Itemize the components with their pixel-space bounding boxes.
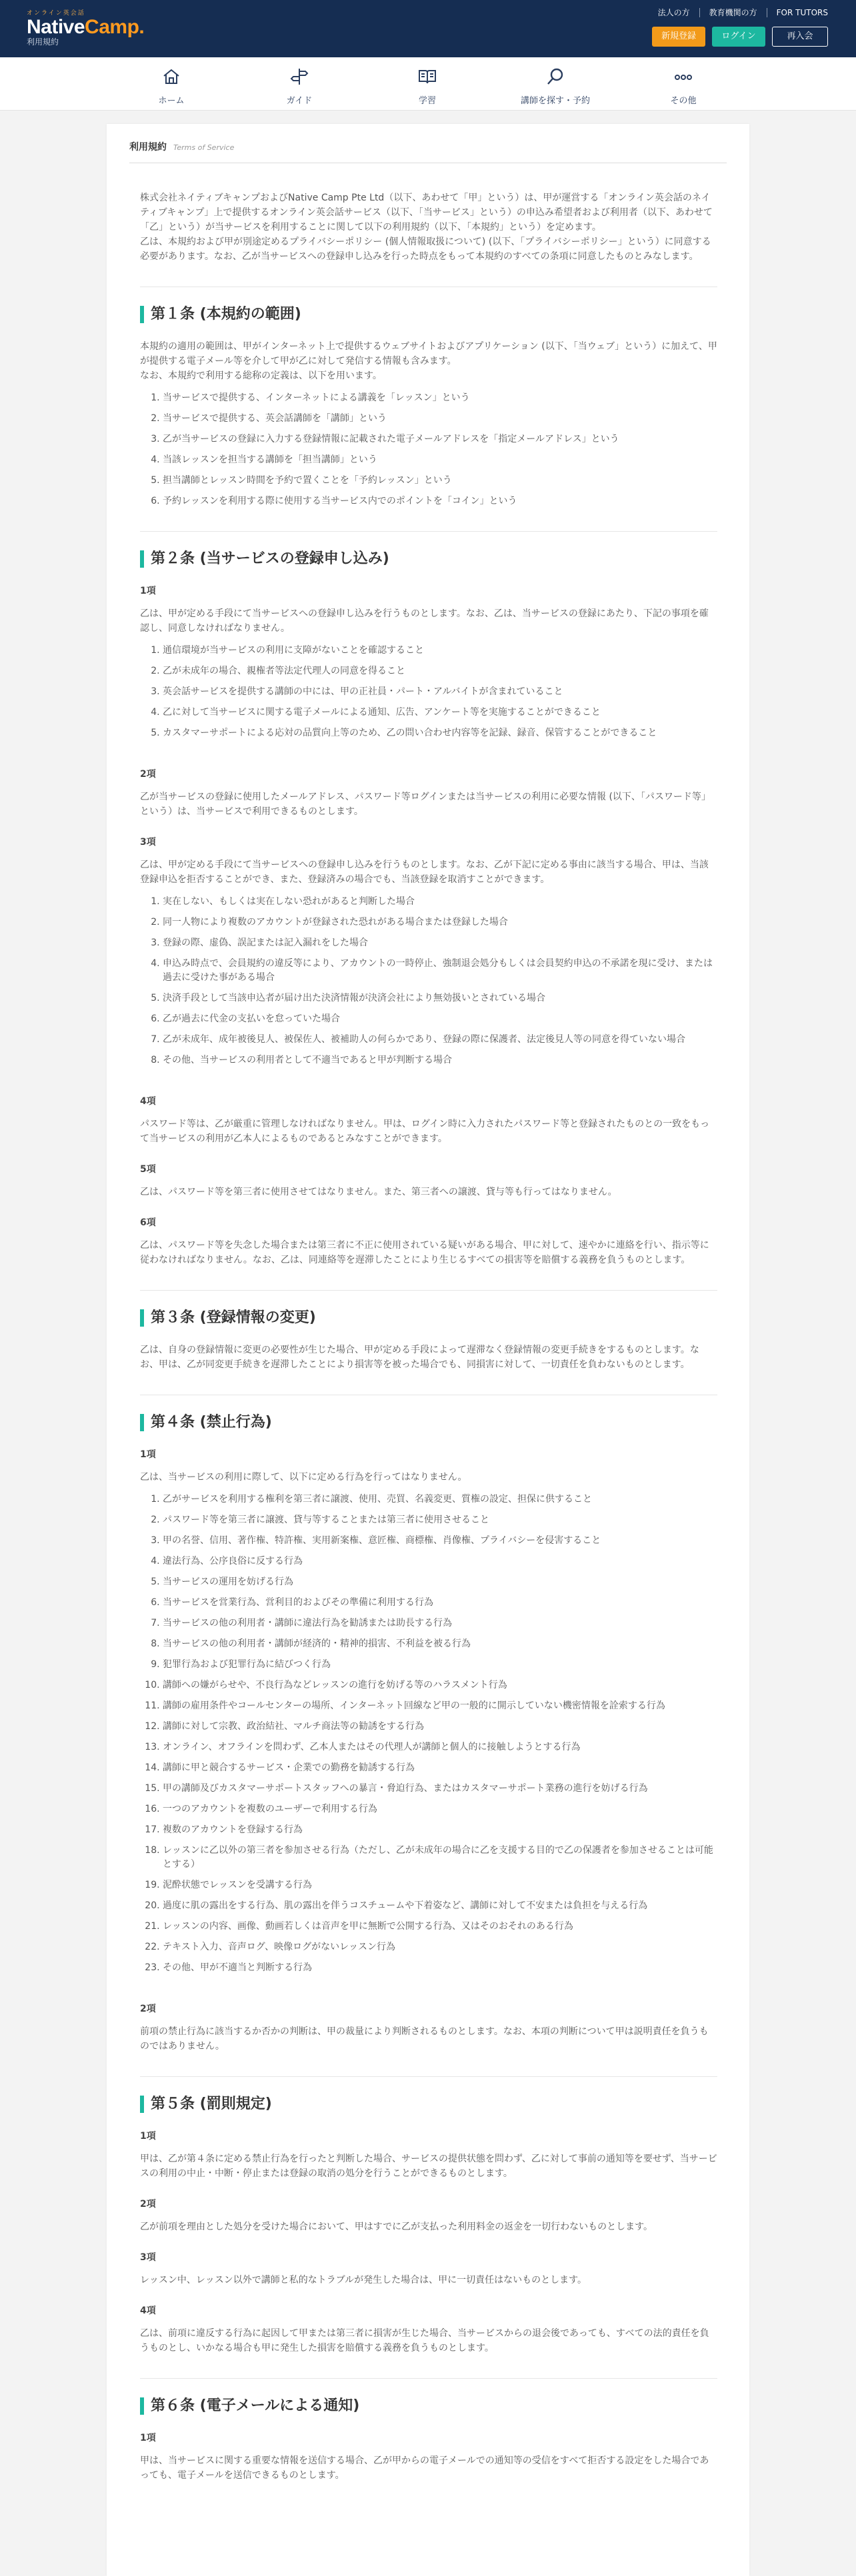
list-item: 8. その他、当サービスの利用者として不適当であると甲が判断する場合 bbox=[163, 1053, 717, 1067]
terms-content bbox=[140, 191, 717, 2483]
article-heading: 第１条 (本規約の範囲) bbox=[140, 306, 717, 323]
list-item: 12. 講師に対して宗教、政治結社、マルチ商法等の勧誘をする行為 bbox=[163, 1720, 717, 1734]
clause-label: 1項 bbox=[140, 586, 156, 596]
article-6 bbox=[140, 2378, 717, 2483]
article-1 bbox=[140, 287, 717, 508]
list-item: 1. 実在しない、もしくは実在しない恐れがあると判断した場合 bbox=[163, 895, 717, 909]
nav-more-label: その他 bbox=[670, 96, 697, 106]
list-item: 1. 乙がサービスを利用する権利を第三者に譲渡、使用、売買、名義変更、質権の設定、担保に供すること bbox=[163, 1493, 717, 1507]
logo[interactable] bbox=[27, 8, 144, 38]
clause-text: 前項の禁止行為に該当するか否かの判断は、甲の裁量により判断されるものとします。なお、本項の判断について甲は説明責任を負うものではありません。 bbox=[140, 2026, 709, 2052]
list-item: 7. 乙が未成年、成年被後見人、被保佐人、被補助人の何らかであり、登録の際に保護者、法定後見人等の同意を得ていない場合 bbox=[163, 1033, 717, 1047]
list-item: 11. 講師の雇用条件やコールセンターの場所、インターネット回線など甲の一般的に開示していない機密情報を詮索する行為 bbox=[163, 1699, 717, 1713]
signup-button[interactable]: 新規登録 bbox=[652, 27, 705, 47]
top-links bbox=[649, 8, 828, 17]
list-item: 2. 同一人物により複数のアカウントが登録された恐れがある場合または登録した場合 bbox=[163, 916, 717, 930]
clause-text: 乙は、甲が定める手段にて当サービスへの登録申し込みを行うものとします。なお、乙が下記に定める事由に該当する場合、甲は、当該登録申込を拒否することができ、また、登録済みの場合でも、当該登録を取消すことができます。 bbox=[140, 860, 709, 885]
list-item: 19. 泥酔状態でレッスンを受講する行為 bbox=[163, 1878, 717, 1892]
nav-guide-label: ガイド bbox=[286, 96, 313, 106]
list-item: 5. 当サービスの運用を妨げる行為 bbox=[163, 1575, 717, 1589]
clause-text: パスワード等は、乙が厳重に管理しなければなりません。甲は、ログイン時に入力されたパスワード等と登録されたものとの一致をもって当サービスの利用が乙本人によるものであるとみなすことができます。 bbox=[140, 1119, 710, 1144]
article-list bbox=[140, 391, 717, 508]
clause-text: 乙は、当サービスの利用に際して、以下に定める行為を行ってはなりません。 bbox=[140, 1472, 467, 1483]
rejoin-button[interactable]: 再入会 bbox=[772, 27, 828, 47]
article-heading: 第６条 (電子メールによる通知) bbox=[140, 2397, 717, 2415]
link-corporate[interactable]: 法人の方 bbox=[649, 8, 700, 17]
clause-label: 1項 bbox=[140, 2433, 156, 2443]
clause-label: 2項 bbox=[140, 2199, 156, 2210]
list-item: 5. 担当講師とレッスン時間を予約で置くことを「予約レッスン」という bbox=[163, 474, 717, 488]
header-buttons bbox=[652, 27, 828, 47]
clause-text: レッスン中、レッスン以外で講師と私的なトラブルが発生した場合は、甲に一切責任はないものとします。 bbox=[140, 2275, 587, 2285]
article-heading: 第５条 (罰則規定) bbox=[140, 2096, 717, 2113]
list-item: 2. 当サービスで提供する、英会話講師を「講師」という bbox=[163, 412, 717, 426]
terms-card bbox=[107, 124, 749, 2576]
link-education[interactable]: 教育機関の方 bbox=[700, 8, 767, 17]
list-item: 4. 乙に対して当サービスに関する電子メールによる通知、広告、アンケート等を実施することができること bbox=[163, 706, 717, 720]
clause-label: 5項 bbox=[140, 1164, 156, 1175]
top-header bbox=[0, 0, 856, 57]
page-title: 利用規約 bbox=[129, 142, 167, 153]
list-item: 3. 英会話サービスを提供する講師の中には、甲の正社員・パート・アルバイトが含まれていること bbox=[163, 685, 717, 699]
article-5 bbox=[140, 2076, 717, 2355]
clause-label: 4項 bbox=[140, 2305, 156, 2316]
clause-text: 乙は、甲が定める手段にて当サービスへの登録申し込みを行うものとします。なお、乙は、当サービスの登録にあたり、下記の事項を確認し、同意しなければなりません。 bbox=[140, 608, 709, 634]
list-item: 21. レッスンの内容、画像、動画若しくは音声を甲に無断で公開する行為、又はそのおそれのある行為 bbox=[163, 1920, 717, 1934]
list-item: 5. カスタマーサポートによる応対の品質向上等のため、乙の問い合わせ内容等を記録、録音、保管することができること bbox=[163, 726, 717, 740]
nav-home[interactable] bbox=[108, 57, 235, 111]
article-4 bbox=[140, 1395, 717, 2054]
nav-home-label: ホーム bbox=[158, 96, 185, 106]
login-button[interactable]: ログイン bbox=[712, 27, 765, 47]
article-list bbox=[140, 644, 717, 740]
list-item: 23. その他、甲が不適当と判断する行為 bbox=[163, 1961, 717, 1975]
clause-label: 1項 bbox=[140, 1449, 156, 1460]
clause-label: 1項 bbox=[140, 2131, 156, 2142]
list-item: 15. 甲の講師及びカスタマーサポートスタッフへの暴言・脅迫行為、またはカスタマーサポート業務の進行を妨げる行為 bbox=[163, 1782, 717, 1796]
list-item: 9. 犯罪行為および犯罪行為に結びつく行為 bbox=[163, 1658, 717, 1672]
clause-label: 2項 bbox=[140, 2004, 156, 2014]
clause-text: 甲は、乙が第４条に定める禁止行為を行ったと判断した場合、サービスの提供状態を問わず、乙に対して事前の通知等を要せず、当サービスの利用の中止・中断・停止または登録の取消の処分を行うことができるものとします。 bbox=[140, 2154, 717, 2179]
header-page-label: 利用規約 bbox=[27, 37, 59, 47]
article-list bbox=[140, 895, 717, 1067]
clause-label: 4項 bbox=[140, 1096, 156, 1107]
link-for-tutors[interactable]: FOR TUTORS bbox=[776, 8, 828, 17]
intro-section bbox=[140, 191, 717, 264]
list-item: 16. 一つのアカウントを複数のユーザーで利用する行為 bbox=[163, 1802, 717, 1816]
nav-study[interactable] bbox=[364, 57, 491, 111]
page-title-en: Terms of Service bbox=[173, 143, 235, 152]
list-item: 2. 乙が未成年の場合、親権者等法定代理人の同意を得ること bbox=[163, 664, 717, 678]
article-2 bbox=[140, 531, 717, 1267]
clause-label: 6項 bbox=[140, 1217, 156, 1228]
home-icon bbox=[161, 67, 181, 87]
intro-paragraph: 乙は、本規約および甲が別途定めるプライバシーポリシー (個人情報取扱について) (以下、「プライバシーポリシー」という）に同意する必要があります。なお、乙が当サービスへの登録申し込みを行った時点をもって本規約のすべての条項に同意したものとみなします。 bbox=[140, 237, 711, 262]
list-item: 6. 予約レッスンを利用する際に使用する当サービス内でのポイントを「コイン」という bbox=[163, 494, 717, 508]
clause-text: 乙は、前項に違反する行為に起因して甲または第三者に損害が生じた場合、当サービスからの退会後であっても、すべての法的責任を負うものとし、いかなる場合も甲に発生した損害を賠償する義務を負うものとします。 bbox=[140, 2328, 709, 2353]
list-item: 4. 違法行為、公序良俗に反する行為 bbox=[163, 1555, 717, 1569]
nav-find-tutor[interactable] bbox=[492, 57, 619, 111]
nav-guide[interactable] bbox=[236, 57, 363, 111]
list-item: 6. 乙が過去に代金の支払いを怠っていた場合 bbox=[163, 1012, 717, 1026]
article-heading: 第２条 (当サービスの登録申し込み) bbox=[140, 550, 717, 568]
list-item: 8. 当サービスの他の利用者・講師が経済的・精神的損害、不利益を被る行為 bbox=[163, 1637, 717, 1651]
book-icon bbox=[417, 67, 437, 87]
logo-subtitle: オンライン英会話 bbox=[27, 10, 85, 17]
intro-paragraph: 株式会社ネイティブキャンプおよびNative Camp Pte Ltd（以下、あわせて「甲」という）は、甲が運営する「オンライン英会話のネイティブキャンプ」上で提供するオンライン英会話サービス（以下、「当サービス」という）の申込み希望者および利用者（以下、あわせて「乙」という）が当サービスを利用することに関して以下の利用規約（以下、「本規約」という）を定めます。 bbox=[140, 193, 713, 233]
list-item: 10. 講師への嫌がらせや、不良行為などレッスンの進行を妨げる等のハラスメント行為 bbox=[163, 1678, 717, 1692]
card-header bbox=[129, 140, 727, 163]
list-item: 5. 決済手段として当該申込者が届け出た決済情報が決済会社により無効扱いとされている場合 bbox=[163, 991, 717, 1005]
article-text: 乙は、自身の登録情報に変更の必要性が生じた場合、甲が定める手段によって遅滞なく登録情報の変更手続きをするものとします。なお、甲は、乙が同変更手続きを遅滞したことにより損害等を被った場合でも、同損害に対して、一切責任を負わないものとします。 bbox=[140, 1345, 699, 1370]
nav-find-tutor-label: 講師を探す・予約 bbox=[520, 96, 590, 106]
article-list bbox=[140, 1493, 717, 1975]
search-icon bbox=[545, 67, 565, 87]
clause-label: 2項 bbox=[140, 769, 156, 780]
signpost-icon bbox=[289, 67, 309, 87]
clause-text: 甲は、当サービスに関する重要な情報を送信する場合、乙が甲からの電子メールでの通知等の受信をすべて拒否する設定をした場合であっても、電子メールを送信できるものとします。 bbox=[140, 2455, 709, 2481]
clause-text: 乙が前項を理由とした処分を受けた場合において、甲はすでに乙が支払った利用料金の返金を一切行わないものとします。 bbox=[140, 2222, 653, 2232]
logo-native-text: Native bbox=[27, 16, 85, 38]
more-icon bbox=[673, 67, 693, 87]
list-item: 2. パスワード等を第三者に譲渡、貸与等することまたは第三者に使用させること bbox=[163, 1513, 717, 1527]
nav-more[interactable] bbox=[620, 57, 747, 111]
list-item: 20. 過度に肌の露出をする行為、肌の露出を伴うコスチュームや下着姿など、講師に対して不安または負担を与える行為 bbox=[163, 1899, 717, 1913]
list-item: 3. 登録の際、虚偽、誤記または記入漏れをした場合 bbox=[163, 936, 717, 950]
list-item: 3. 乙が当サービスの登録に入力する登録情報に記載された電子メールアドレスを「指定メールアドレス」という bbox=[163, 432, 717, 446]
main-nav bbox=[0, 57, 856, 111]
logo-camp-text: Camp. bbox=[85, 16, 145, 38]
list-item: 22. テキスト入力、音声ログ、映像ログがないレッスン行為 bbox=[163, 1940, 717, 1954]
list-item: 1. 当サービスで提供する、インターネットによる講義を「レッスン」という bbox=[163, 391, 717, 405]
list-item: 7. 当サービスの他の利用者・講師に違法行為を勧誘または助長する行為 bbox=[163, 1616, 717, 1630]
clause-label: 3項 bbox=[140, 837, 156, 848]
clause-text: 乙は、パスワード等を第三者に使用させてはなりません。また、第三者への譲渡、貸与等も行ってはなりません。 bbox=[140, 1187, 617, 1197]
list-item: 18. レッスンに乙以外の第三者を参加させる行為（ただし、乙が未成年の場合に乙を支援する目的で乙の保護者を参加させることは可能とする） bbox=[163, 1844, 717, 1872]
clause-text: 乙は、パスワード等を失念した場合または第三者に不正に使用されている疑いがある場合、甲に対して、速やかに連絡を行い、指示等に従わなければなりません。なお、乙は、同連絡等を遅滞したことにより生じるすべての損害等を賠償する義務を負うものとします。 bbox=[140, 1240, 709, 1265]
list-item: 3. 甲の名誉、信用、著作権、特許権、実用新案権、意匠権、商標権、肖像権、プライバシーを侵害すること bbox=[163, 1534, 717, 1548]
list-item: 13. オンライン、オフラインを問わず、乙本人またはその代理人が講師と個人的に接触しようとする行為 bbox=[163, 1740, 717, 1754]
article-text: 本規約の適用の範囲は、甲がインターネット上で提供するウェブサイトおよびアプリケーション (以下、「当ウェブ」という）に加えて、甲が提供する電子メール等を介して甲が乙に対して発信する情報も含みます。 bbox=[140, 341, 717, 366]
list-item: 4. 当該レッスンを担当する講師を「担当講師」という bbox=[163, 453, 717, 467]
list-item: 17. 複数のアカウントを登録する行為 bbox=[163, 1823, 717, 1837]
clause-text: 乙が当サービスの登録に使用したメールアドレス、パスワード等ログインまたは当サービスの利用に必要な情報 (以下、「パスワード等」という）は、当サービスで利用できるものとします。 bbox=[140, 792, 711, 817]
article-text: なお、本規約で利用する総称の定義は、以下を用います。 bbox=[140, 370, 382, 381]
article-heading: 第３条 (登録情報の変更) bbox=[140, 1309, 717, 1327]
logo-wordmark bbox=[27, 17, 144, 38]
list-item: 1. 通信環境が当サービスの利用に支障がないことを確認すること bbox=[163, 644, 717, 658]
list-item: 4. 申込み時点で、会員規約の違反等により、アカウントの一時停止、強制退会処分もしくは会員契約申込の不承諾を現に受け、または過去に受けた事がある場合 bbox=[163, 957, 717, 985]
article-heading: 第４条 (禁止行為) bbox=[140, 1414, 717, 1431]
list-item: 6. 当サービスを営業行為、営利目的およびその準備に利用する行為 bbox=[163, 1596, 717, 1610]
article-3 bbox=[140, 1290, 717, 1372]
nav-study-label: 学習 bbox=[418, 96, 436, 106]
list-item: 14. 講師に甲と競合するサービス・企業での勤務を勧誘する行為 bbox=[163, 1761, 717, 1775]
clause-label: 3項 bbox=[140, 2252, 156, 2263]
